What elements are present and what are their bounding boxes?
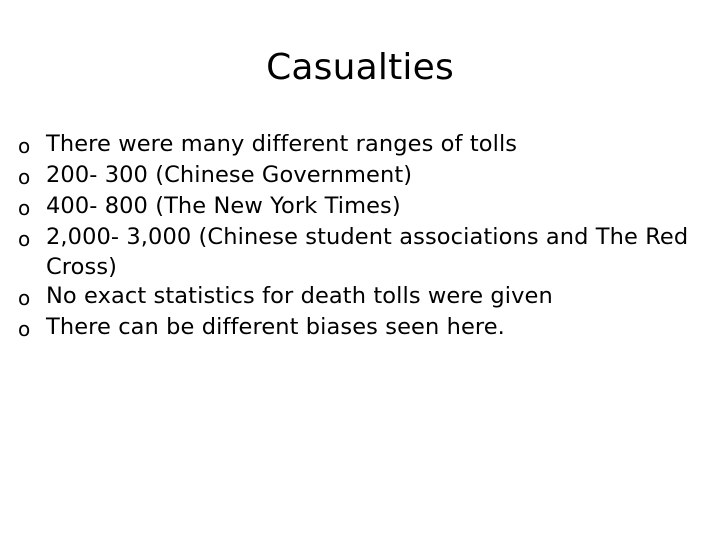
bullet-marker: o [18,227,31,251]
bullet-marker: o [18,134,31,158]
bullet-marker: o [18,317,31,341]
bullet-text: 400- 800 (The New York Times) [46,193,401,219]
bullet-marker: o [18,165,31,189]
slide-title: Casualties [266,47,454,88]
bullet-item-5 [18,282,708,313]
bullet-item-2 [18,161,708,192]
bullet-text: There were many different ranges of tolls [46,131,518,157]
bullet-text: There can be different biases seen here. [46,314,505,340]
bullet-item-4 [18,223,708,282]
bullet-text: 2,000- 3,000 (Chinese student associations and The Red Cross) [46,224,689,280]
bullet-item-1 [18,130,708,161]
bullet-item-6 [18,313,708,344]
bullet-marker: o [18,286,31,310]
bullet-marker: o [18,196,31,220]
bullet-item-3 [18,192,708,223]
bullet-list [18,130,708,344]
bullet-text: 200- 300 (Chinese Government) [46,162,413,188]
bullet-text: No exact statistics for death tolls were given [46,283,553,309]
